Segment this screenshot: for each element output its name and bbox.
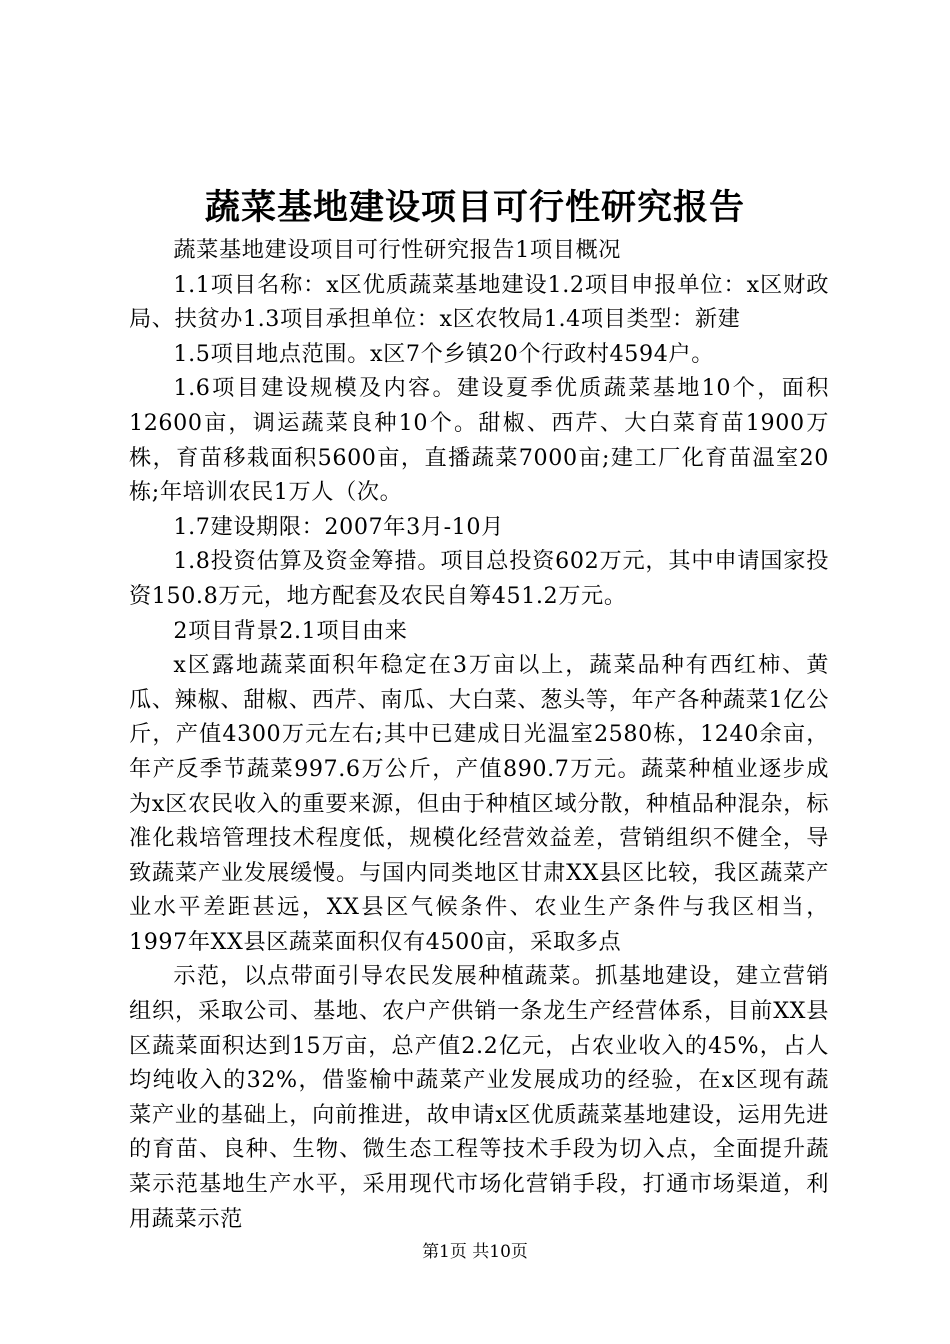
paragraph: 蔬菜基地建设项目可行性研究报告1项目概况 — [173, 237, 622, 263]
document-title: 蔬菜基地建设项目可行性研究报告 — [204, 187, 745, 228]
paragraph: 1.6项目建设规模及内容。建设夏季优质蔬菜基地10个，面积12600亩，调运蔬菜良种10个。甜椒、西芹、大白菜育苗1900万株，育苗移栽面积5600亩，直播蔬菜7000亩;建工厂化育苗温室20栋;年培训农民1万人（次。 — [129, 375, 829, 506]
paragraph: 示范，以点带面引导农民发展种植蔬菜。抓基地建设，建立营销组织，采取公司、基地、农户产供销一条龙生产经营体系，目前XX县区蔬菜面积达到15万亩，总产值2.2亿元，占农业收入的45%，占人均纯收入的32%，借鉴榆中蔬菜产业发展成功的经验，在x区现有蔬菜产业的基础上，向前推进，故申请x区优质蔬菜基地建设，运用先进的育苗、良种、生物、微生态工程等技术手段为切入点，全面提升蔬菜示范基地生产水平，采用现代市场化营销手段，打通市场渠道，利用蔬菜示范 — [129, 963, 829, 1232]
paragraph: 1.5项目地点范围。x区7个乡镇20个行政村4594户。 — [173, 340, 714, 367]
page-number-footer: 第1页 共10页 — [422, 1242, 528, 1262]
paragraph: x区露地蔬菜面积年稳定在3万亩以上，蔬菜品种有西红柿、黄瓜、辣椒、甜椒、西芹、南瓜、大白菜、葱头等，年产各种蔬菜1亿公斤，产值4300万元左右;其中已建成日光温室2580栋，1240余亩，年产反季节蔬菜997.6万公斤，产值890.7万元。蔬菜种植业逐步成为x区农民收入的重要来源，但由于种植区域分散，种植品种混杂，标准化栽培管理技术程度低，规模化经营效益差，营销组织不健全，导致蔬菜产业发展缓慢。与国内同类地区甘肃XX县区比较，我区蔬菜产业水平差距甚远，XX县区气候条件、农业生产条件与我区相当，1997年XX县区蔬菜面积仅有4500亩，采取多点 — [129, 652, 829, 955]
document-body — [129, 233, 829, 1236]
paragraph: 1.7建设期限：2007年3月-10月 — [173, 513, 504, 540]
paragraph: 1.8投资估算及资金筹措。项目总投资602万元，其中申请国家投资150.8万元，地方配套及农民自筹451.2万元。 — [129, 548, 829, 609]
paragraph: 2项目背景2.1项目由来 — [173, 617, 408, 644]
paragraph: 1.1项目名称：x区优质蔬菜基地建设1.2项目申报单位：x区财政局、扶贫办1.3项目承担单位：x区农牧局1.4项目类型：新建 — [129, 271, 829, 333]
